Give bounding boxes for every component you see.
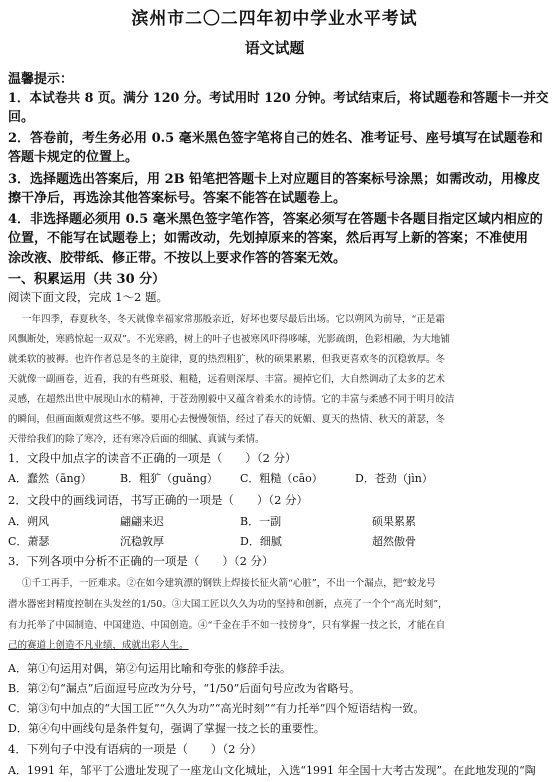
notice-line: 1．本试卷共 8 页。满分 120 分。考试用时 120 分钟。考试结束后，将试题卷和答题卡一并交 (8, 91, 549, 106)
question-1-option-b[interactable]: B．粗犷（guǎng） (120, 472, 218, 485)
question-2-option-b[interactable]: B．一副 (240, 515, 282, 528)
exam-title: 滨州市二〇二四年初中学业水平考试 (131, 9, 418, 29)
passage-line: 一年四季，春夏秋冬，冬天就像幸福家常那般亲近，好坏也要尽最后出场。它以朔风为前导，“正是霜 (22, 314, 445, 325)
question-3-option-c[interactable]: C．第③句中加点的“大国工匠”“久久为功”“高光时刻”“有力托举”四个短语结构一致。 (8, 702, 425, 715)
question-4-stem: 4．下列句子中没有语病的一项是（ ）（2 分） (8, 742, 263, 756)
passage-line: 灵感，在超然出世中展现山水的精神，于苍劲刚毅中又蕴含着柔水的诗情。它的丰富与柔感不同于明月皎洁 (8, 394, 455, 405)
notice-line: 4．非选择题必须用 0.5 毫米黑色签字笔作答，答案必须写在答题卡各题目指定区域内相应的 (8, 212, 543, 227)
notice-line: 擦干净后，再选涂其他答案标号。答案不能答在试题卷上。 (8, 191, 347, 206)
exam-subtitle: 语文试题 (244, 39, 305, 57)
question-3-option-d[interactable]: D．第④句中画线句是条件复句，强调了掌握一技之长的重要性。 (8, 722, 325, 735)
question-2-option-a-word: 翩翩来迟 (120, 515, 164, 528)
question-2-option-b-word: 硕果累累 (372, 515, 416, 528)
question-2-option-a[interactable]: A．朔风 (8, 515, 49, 528)
question-3-option-a[interactable]: A．第①句运用对偶，第②句运用比喻和夸张的修辞手法。 (8, 662, 291, 675)
question-3-option-b[interactable]: B．第②句“漏点”后面逗号应改为分号，“1/50”后面句号应改为省略号。 (8, 682, 361, 695)
notice-line: 回。 (8, 110, 35, 125)
notice-line: 答题卡规定的位置上。 (8, 150, 139, 165)
passage-line: 的瞬间，但画面颇观赏这些不够。要用心去慢慢领悟，经过了春天的妩媚、夏天的热情、秋天的萧瑟，冬 (8, 414, 446, 425)
passage-line: 就柔软的被褥。也许作者总是冬的主旋律，夏的热烈粗犷，秋的硕果累累，但我更喜欢冬的沉稳敦厚。冬 (8, 354, 446, 365)
question-3-passage-line: 己的赛道上创造不凡业绩，成就出彩人生。 (8, 640, 189, 651)
passage-line: 天就像一副画卷，近看，我的有些斑驳、粗糙，远看则深厚、丰富。褪掉它们，大自然调动了太多的艺术 (8, 374, 446, 385)
question-1-option-d[interactable]: D．苍劲（jìn） (355, 472, 433, 485)
question-3-passage-line: 有力托举了中国制造、中国建造、中国创造。④“千金在手不如一技傍身”，只有掌握一技之长，才能在自 (8, 620, 446, 631)
question-2-option-c[interactable]: C．萧瑟 (8, 535, 50, 548)
section-heading: 一、积累运用（共 30 分） (8, 272, 166, 287)
question-1-stem: 1．文段中加点字的读音不正确的一项是（ ）（2 分） (8, 451, 297, 465)
notice-line: 位置，不能写在试题卷上；如需改动，先划掉原来的答案，然后再写上新的答案；不准使用 (8, 231, 529, 246)
notice-line: 3．选择题选出答案后，用 2B 铅笔把答题卡上对应题目的答案标号涂黑；如需改动，用橡皮 (8, 172, 541, 187)
question-4-option-a[interactable]: A．1991 年，邹平丁公遗址发现了一座龙山文化城址，入选“1991 年全国十大考古发现”。在此地发现的“陶 (8, 764, 536, 777)
notice-line: 涂改液、胶带纸、修正带。不按以上要求作答的答案无效。 (8, 251, 347, 266)
section-instruction: 阅读下面文段，完成 1～2 题。 (8, 290, 168, 304)
passage-line: 风飘断处，寒鸥惊起一双双”。不光寒鸥，树上的叶子也被寒风吓得哆嗦，光影疏朗，色彩相融，为大地铺 (8, 334, 450, 345)
question-2-option-c-word: 沉稳敦厚 (120, 535, 164, 548)
question-3-stem: 3．下列各项中分析不正确的一项是（ ）（2 分） (8, 554, 274, 568)
question-1-option-c[interactable]: C．粗糙（cāo） (240, 472, 323, 485)
notice-heading: 温馨提示： (8, 72, 74, 87)
notice-line: 2．答卷前，考生务必用 0.5 毫米黑色签字笔将自己的姓名、准考证号、座号填写在试题卷和 (8, 131, 543, 146)
question-1-option-a[interactable]: A．蠢然（āng） (8, 472, 92, 485)
question-2-option-d-word: 超然傲骨 (372, 535, 416, 548)
question-3-passage-line: 潜水器密封精度控制在头发丝的1/50。③大国工匠以久久为功的坚持和创新，点亮了一个个“高光时刻”， (8, 599, 448, 610)
question-2-option-d[interactable]: D．细腻 (240, 535, 282, 548)
question-2-stem: 2．文段中的画线词语，书写正确的一项是（ ）（2 分） (8, 493, 309, 507)
question-3-passage-line: ①千工再手，一匠难求。②在如今建筑漂的钢铁上焊接长征火箭“心脏”，不出一个漏点，把“蛟龙号 (22, 578, 436, 589)
passage-line: 天带给我们的除了寒冷，还有寒冷后面的细腻、真诚与柔情。 (8, 434, 265, 445)
